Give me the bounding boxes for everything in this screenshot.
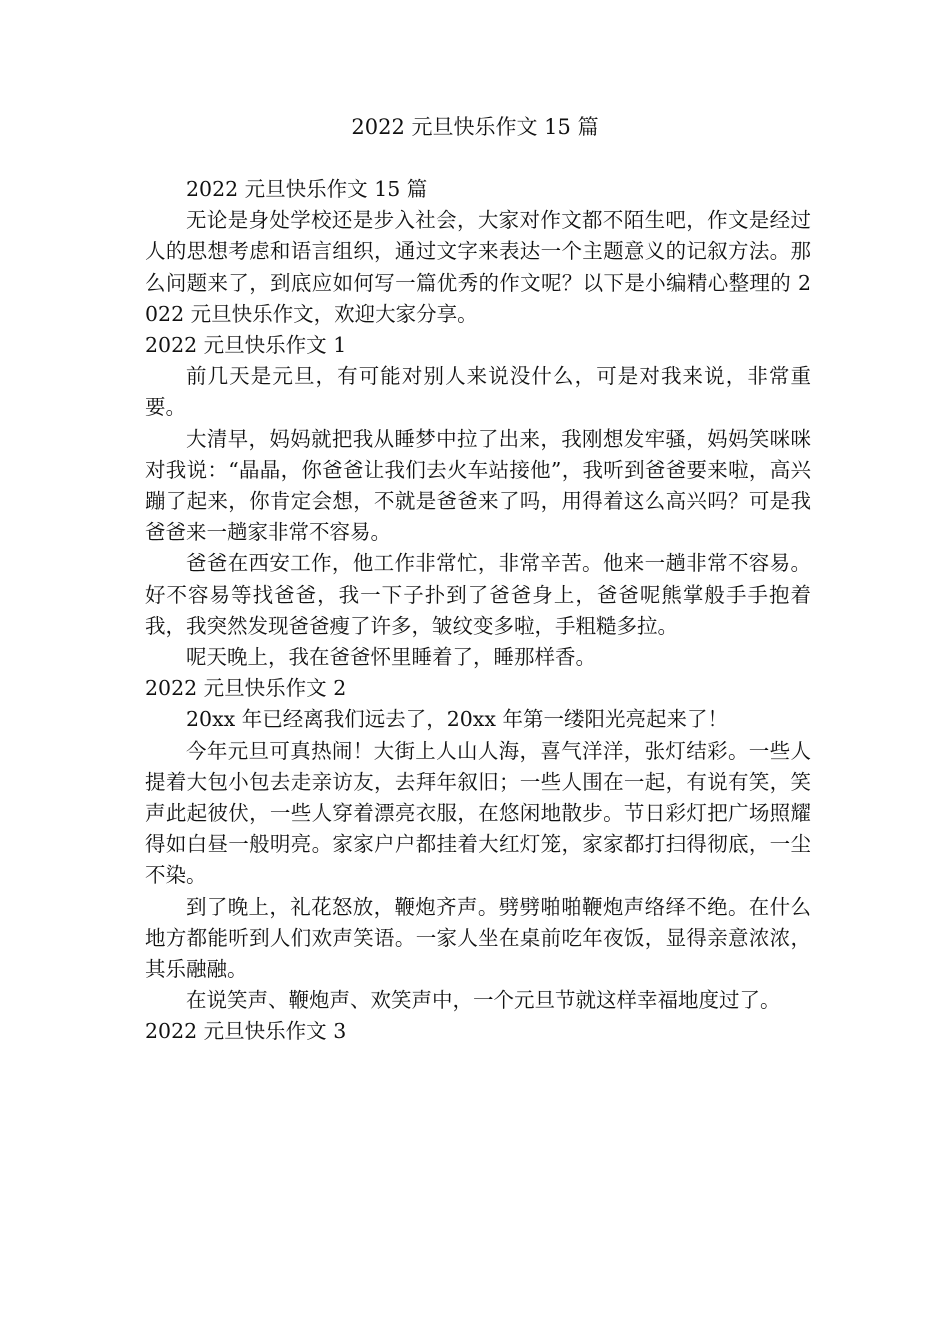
section1-paragraph: 前几天是元旦，有可能对别人来说没什么，可是对我来说，非常重要。 [145, 364, 811, 420]
section-heading-3: 2022 元旦快乐作文 3 [145, 1019, 347, 1044]
section-heading-2: 2022 元旦快乐作文 2 [145, 676, 347, 701]
section2-paragraph: 到了晚上，礼花怒放，鞭炮齐声。劈劈啪啪鞭炮声络绎不绝。在什么地方都能听到人们欢声笑语。一家人坐在桌前吃年夜饭，显得亲意浓浓，其乐融融。 [145, 894, 811, 982]
intro-paragraph: 无论是身处学校还是步入社会，大家对作文都不陌生吧，作文是经过人的思想考虑和语言组织，通过文字来表达一个主题意义的记叙方法。那么问题来了，到底应如何写一篇优秀的作文呢？以下是小编精心整理的 2022 元旦快乐作文，欢迎大家分享。 [145, 208, 811, 326]
section-heading-1: 2022 元旦快乐作文 1 [145, 333, 347, 358]
document-subtitle: 2022 元旦快乐作文 15 篇 [186, 177, 428, 201]
section1-paragraph: 大清早，妈妈就把我从睡梦中拉了出来，我刚想发牢骚，妈妈笑咪咪对我说：“晶晶，你爸爸让我们去火车站接他”，我听到爸爸要来啦，高兴蹦了起来，你肯定会想，不就是爸爸来了吗，用得着这么高兴吗？可是我爸爸来一趟家非常不容易。 [145, 426, 811, 545]
section1-paragraph: 爸爸在西安工作，他工作非常忙，非常辛苦。他来一趟非常不容易。好不容易等找爸爸，我一下子扑到了爸爸身上，爸爸呢熊掌般手手抱着我，我突然发现爸爸瘦了许多，皱纹变多啦，手粗糙多拉。 [145, 551, 811, 638]
document-body [145, 174, 811, 1048]
section2-paragraph: 在说笑声、鞭炮声、欢笑声中，一个元旦节就这样幸福地度过了。 [186, 988, 781, 1013]
section1-paragraph: 呢天晚上，我在爸爸怀里睡着了，睡那样香。 [186, 645, 596, 670]
section2-paragraph: 20xx 年已经离我们远去了，20xx 年第一缕阳光亮起来了！ [186, 707, 728, 732]
section2-paragraph: 今年元旦可真热闹！大街上人山人海，喜气洋洋，张灯结彩。一些人提着大包小包去走亲访友，去拜年叙旧；一些人围在一起，有说有笑，笑声此起彼伏，一些人穿着漂亮衣服，在悠闲地散步。节日彩灯把广场照耀得如白昼一般明亮。家家户户都挂着大红灯笼，家家都打扫得彻底，一尘不染。 [145, 738, 811, 888]
document-title: 2022 元旦快乐作文 15 篇 [351, 115, 599, 139]
